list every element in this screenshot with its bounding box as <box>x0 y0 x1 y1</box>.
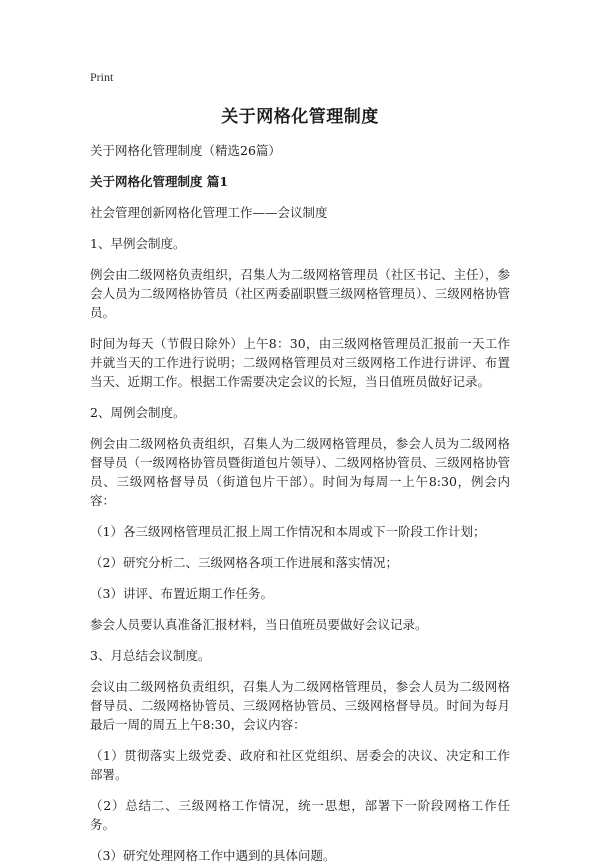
paragraph: 会议由二级网格负责组织，召集人为二级网格管理员，参会人员为二级网格督导员、二级网格协管员、三级网格协管员、三级网格督导员。时间为每月最后一周的周五上午8:30，会议内容： <box>90 679 510 732</box>
paragraph: 例会由二级网格负责组织，召集人为二级网格管理员，参会人员为二级网格督导员（一级网格协管员暨街道包片领导）、二级网格协管员、三级网格协管员、三级网格督导员（街道包片干部）。时间为每周一上午8:30，例会内容： <box>90 436 510 508</box>
paragraph: 参会人员要认真准备汇报材料，当日值班员要做好会议记录。 <box>90 617 428 632</box>
section-heading: 关于网格化管理制度 篇1 <box>90 174 229 189</box>
paragraph: （2）研究分析二、三级网格各项工作进展和落实情况； <box>90 555 398 570</box>
paragraph: 时间为每天（节假日除外）上午8：30，由三级网格管理员汇报前一天工作并就当天的工作进行说明；二级网格管理员对三级网格工作进行讲评、布置当天、近期工作。根据工作需要决定会议的长短，当日值班员做好记录。 <box>90 336 510 389</box>
paragraph: 3、月总结会议制度。 <box>90 648 211 663</box>
paragraph: 关于网格化管理制度（精选26篇） <box>90 143 281 158</box>
paragraph: （2）总结二、三级网格工作情况，统一思想，部署下一阶段网格工作任务。 <box>90 798 510 832</box>
paragraph: （3）讲评、布置近期工作任务。 <box>90 586 273 601</box>
paragraph: 社会管理创新网格化管理工作——会议制度 <box>90 205 328 220</box>
paragraph: （1）贯彻落实上级党委、政府和社区党组织、居委会的决议、决定和工作部署。 <box>90 748 510 782</box>
document-title: 关于网格化管理制度 <box>221 107 379 127</box>
print-label: Print <box>90 70 114 84</box>
paragraph: 例会由二级网格负责组织，召集人为二级网格管理员（社区书记、主任），参会人员为二级网格协管员（社区两委副职暨三级网格管理员）、三级网格协管员。 <box>90 267 510 320</box>
paragraph: （1）各三级网格管理员汇报上周工作情况和本周或下一阶段工作计划； <box>90 524 486 539</box>
paragraph: 2、周例会制度。 <box>90 405 186 420</box>
paragraph: 1、早例会制度。 <box>90 236 186 251</box>
document-body <box>90 141 510 865</box>
paragraph: （3）研究处理网格工作中遇到的具体问题。 <box>90 848 336 863</box>
